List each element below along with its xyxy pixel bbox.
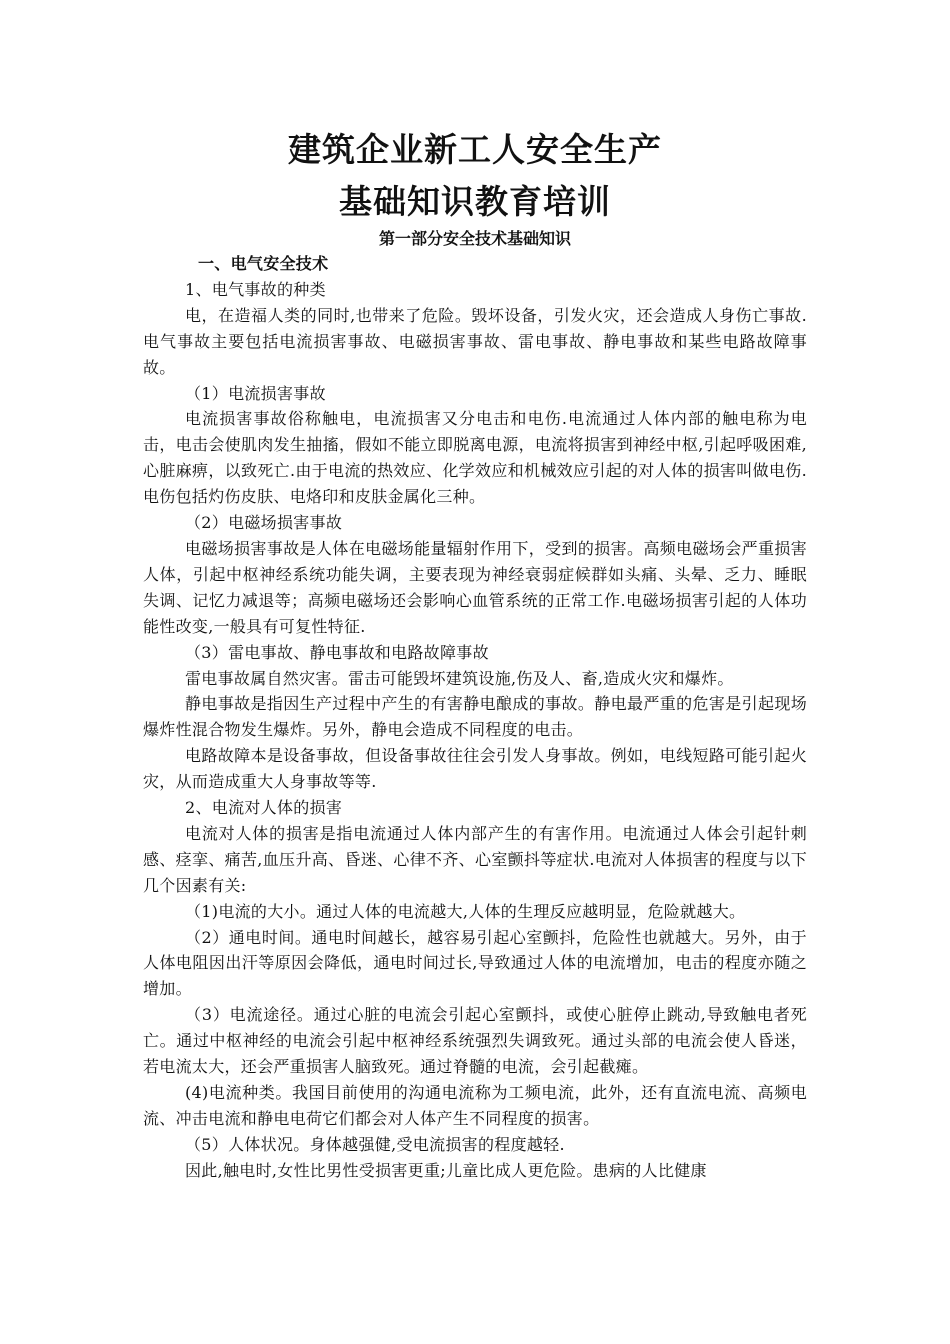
item-heading: （2）电磁场损害事故 [185, 513, 343, 533]
factor-item: （1)电流的大小。通过人体的电流越大,人体的生理反应越明显，危险就越大。 [185, 901, 746, 921]
paragraph: 电路故障本是设备事故，但设备事故往往会引发人身事故。例如，电线短路可能引起火灾，从而造成重大人身事故等等. [143, 746, 807, 792]
item-heading: （3）雷电事故、静电事故和电路故障事故 [185, 642, 489, 662]
subsection-heading: 1、电气事故的种类 [185, 279, 326, 299]
document-title-line2: 基础知识教育培训 [339, 182, 611, 221]
document-subtitle: 第一部分安全技术基础知识 [378, 229, 571, 248]
factor-item: (4)电流种类。我国目前使用的沟通电流称为工频电流，此外，还有直流电流、高频电流、冲击电流和静电电荷它们都会对人体产生不同程度的损害。 [143, 1083, 807, 1128]
subsection-heading: 2、电流对人体的损害 [185, 798, 343, 818]
item-heading: （1）电流损害事故 [185, 383, 326, 403]
document-body [143, 251, 807, 1184]
paragraph: 电磁场损害事故是人体在电磁场能量辐射作用下，受到的损害。高频电磁场会严重损害人体，引起中枢神经系统功能失调，主要表现为神经衰弱症候群如头痛、头晕、乏力、睡眠失调、记忆力减退等；高频电磁场还会影响心血管系统的正常工作.电磁场损害引起的人体功能性改变,一般具有可复性特征. [143, 538, 807, 636]
paragraph: 电流损害事故俗称触电，电流损害又分电击和电伤.电流通过人体内部的触电称为电击，电击会使肌肉发生抽搐，假如不能立即脱离电源，电流将损害到神经中枢,引起呼吸困难,心脏麻痹，以致死亡.由于电流的热效应、化学效应和机械效应引起的对人体的损害叫做电伤.电伤包括灼伤皮肤、电烙印和皮肤金属化三种。 [143, 409, 807, 507]
paragraph: 雷电事故属自然灾害。雷击可能毁坏建筑设施,伤及人、畜,造成火灾和爆炸。 [185, 668, 734, 688]
paragraph: 电，在造福人类的同时,也带来了危险。毁坏设备，引发火灾，还会造成人身伤亡事故.电气事故主要包括电流损害事故、电磁损害事故、雷电事故、静电事故和某些电路故障事故。 [143, 305, 807, 377]
section-heading: 一、电气安全技术 [198, 254, 329, 273]
paragraph: 因此,触电时,女性比男性受损害更重;儿童比成人更危险。患病的人比健康 [185, 1160, 707, 1180]
factor-item: （5）人体状况。身体越强健,受电流损害的程度越轻. [185, 1134, 565, 1154]
factor-item: （3）电流途径。通过心脏的电流会引起心室颤抖，或使心脏停止跳动,导致触电者死亡。通过中枢神经的电流会引起中枢神经系统强烈失调致死。通过头部的电流会使人昏迷，若电流太大，还会严重损害人脑致死。通过脊髓的电流，会引起截瘫。 [143, 1005, 807, 1077]
paragraph: 静电事故是指因生产过程中产生的有害静电酿成的事故。静电最严重的危害是引起现场爆炸性混合物发生爆炸。另外，静电会造成不同程度的电击。 [143, 694, 807, 740]
factor-item: （2）通电时间。通电时间越长，越容易引起心室颤抖，危险性也就越大。另外，由于人体电阻因出汗等原因会降低，通电时间过长,导致通过人体的电流增加，电击的程度亦随之增加。 [143, 927, 807, 999]
paragraph: 电流对人体的损害是指电流通过人体内部产生的有害作用。电流通过人体会引起针刺感、痉挛、痛苦,血压升高、昏迷、心律不齐、心室颤抖等症状.电流对人体损害的程度与以下几个因素有关: [143, 823, 807, 895]
document-title-line1: 建筑企业新工人安全生产 [288, 130, 662, 169]
